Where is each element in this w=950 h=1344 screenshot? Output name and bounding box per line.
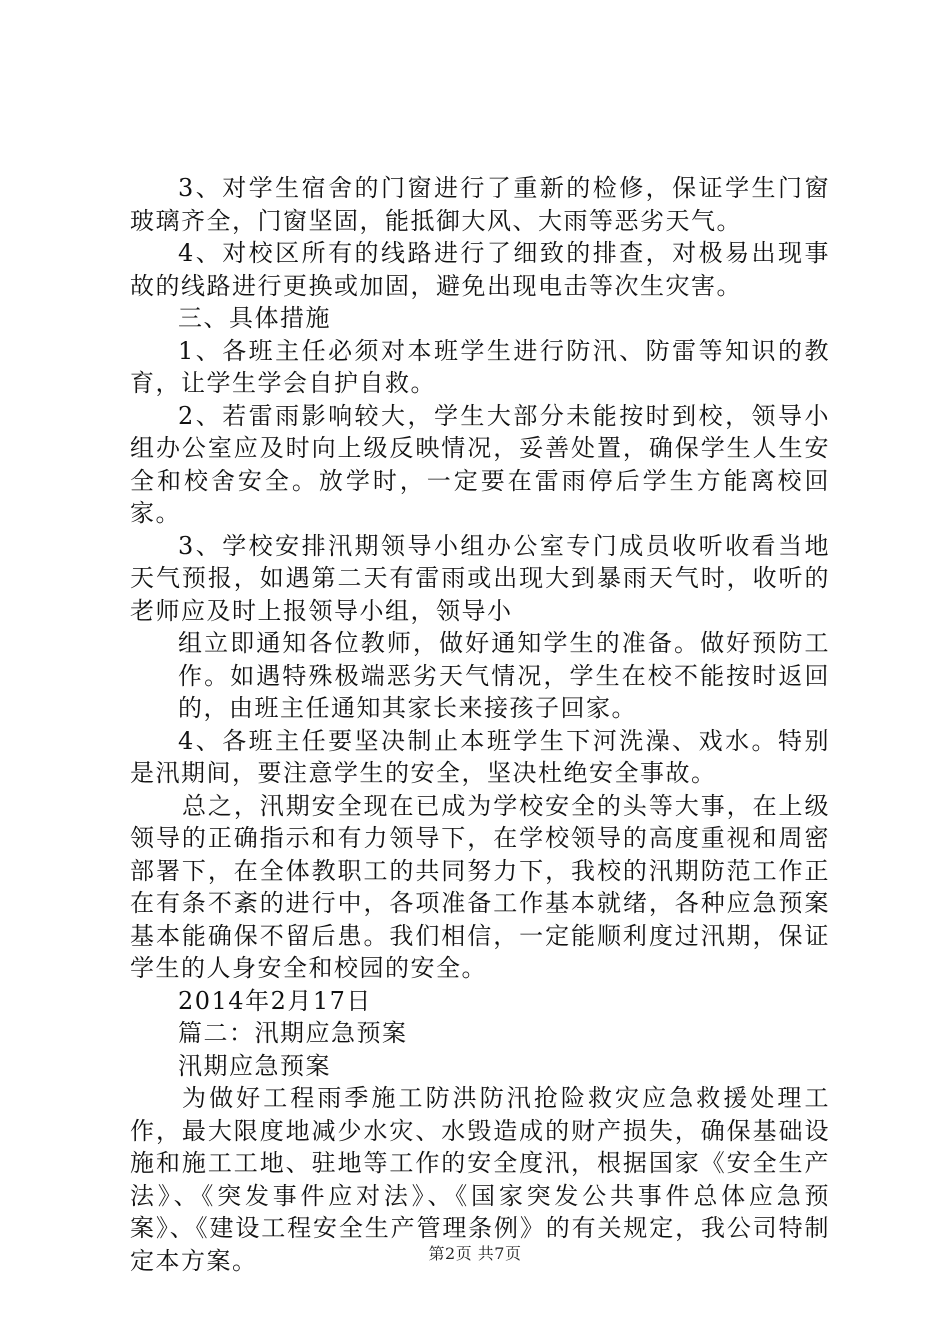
paragraph-measure-4: 4、各班主任要坚决制止本班学生下河洗澡、戏水。特别是汛期间，要注意学生的安全，坚决杜绝安全事故。 [130, 726, 830, 787]
paragraph-wiring-check: 4、对校区所有的线路进行了细致的排查，对极易出现事故的线路进行更换或加固，避免出现电击等次生灾害。 [130, 239, 830, 300]
paragraph-measure-3-continued: 组立即通知各位教师，做好通知学生的准备。做好预防工作。如遇特殊极端恶劣天气情况，学生在校不能按时返回的，由班主任通知其家长来接孩子回家。 [178, 629, 830, 722]
paragraph-measure-1: 1、各班主任必须对本班学生进行防汛、防雷等知识的教育，让学生学会自护自救。 [130, 336, 830, 397]
paragraph-measure-3: 3、学校安排汛期领导小组办公室专门成员收听收看当地天气预报，如遇第二天有雷雨或出现大到暴雨天气时，收听的老师应及时上报领导小组，领导小 [130, 531, 830, 625]
plan-title: 汛期应急预案 [178, 1051, 331, 1080]
paragraph-measure-2: 2、若雷雨影响较大，学生大部分未能按时到校，领导小组办公室应及时向上级反映情况，妥善处置，确保学生人生安全和校舍安全。放学时，一定要在雷雨停后学生方能离校回家。 [130, 401, 830, 527]
paragraph-dormitory-repair: 3、对学生宿舍的门窗进行了重新的检修，保证学生门窗玻璃齐全，门窗坚固，能抵御大风、大雨等恶劣天气。 [130, 174, 830, 235]
paragraph-plan-intro: 为做好工程雨季施工防洪防汛抢险救灾应急救援处理工作，最大限度地减少水灾、水毁造成的财产损失，确保基础设施和施工工地、驻地等工作的安全度汛，根据国家《安全生产法》、《突发事件应对法》、《国家突发公共事件总体应急预案》、《建设工程安全生产管理条例》的有关规定，我公司特制定本方案。 [130, 1084, 830, 1275]
document-date: 2014年2月17日 [178, 986, 372, 1015]
part-two-heading: 篇二：汛期应急预案 [178, 1019, 408, 1047]
section-heading-measures: 三、具体措施 [178, 304, 331, 332]
page-number-footer: 第2页 共7页 [428, 1244, 522, 1263]
document-body [130, 172, 830, 1277]
paragraph-summary: 总之，汛期安全现在已成为学校安全的头等大事，在上级领导的正确指示和有力领导下，在学校领导的高度重视和周密部署下，在全体教职工的共同努力下，我校的汛期防范工作正在有条不紊的进行中，各项准备工作基本就绪，各种应急预案基本能确保不留后患。我们相信，一定能顺利度过汛期，保证学生的人身安全和校园的安全。 [130, 791, 830, 982]
